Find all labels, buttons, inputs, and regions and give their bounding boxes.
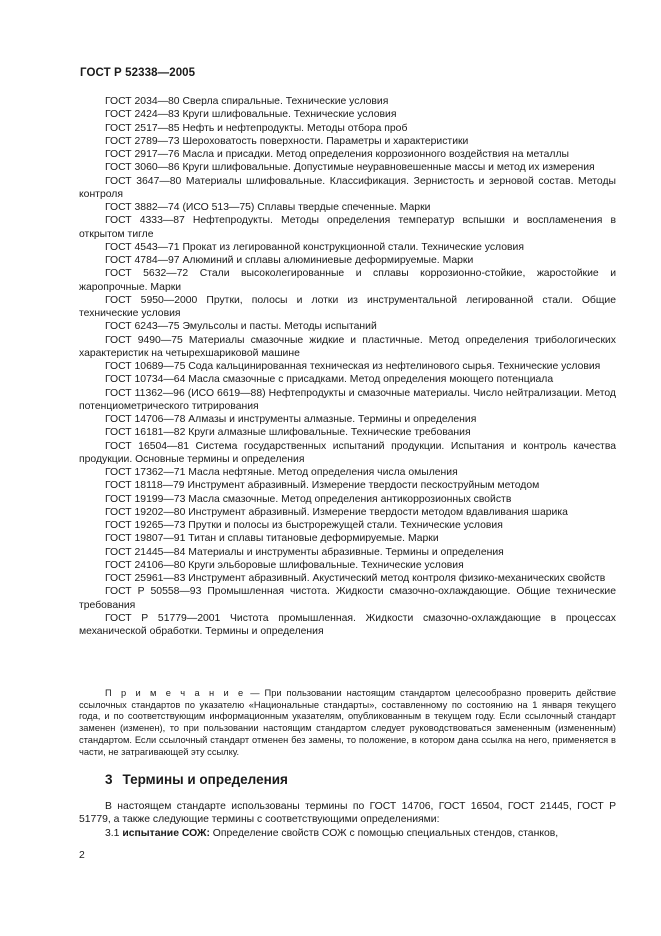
- reference-item: ГОСТ Р 51779—2001 Чистота промышленная. Жидкости смазочно-охлаждающие в процессах механической обработки. Термины и определения: [79, 612, 616, 637]
- term-definition: Определение свойств СОЖ с помощью специальных стендов, станков,: [209, 827, 559, 839]
- reference-item: ГОСТ 24106—80 Круги эльборовые шлифовальные. Технические условия: [105, 559, 464, 571]
- reference-item: ГОСТ 6243—75 Эмульсолы и пасты. Методы испытаний: [105, 321, 377, 333]
- reference-item: ГОСТ 2917—76 Масла и присадки. Метод определения коррозионного воздействия на металлы: [105, 149, 570, 160]
- reference-item: ГОСТ 3647—80 Материалы шлифовальные. Классификация. Зернистость и зерновой состав. Методы контроля: [79, 175, 616, 200]
- reference-item: ГОСТ 21445—84 Материалы и инструменты абразивные. Термины и определения: [105, 546, 504, 558]
- reference-item: ГОСТ 4333—87 Нефтепродукты. Методы определения температур вспышки и воспламенения в открытом тигле: [79, 215, 616, 240]
- section-heading: [105, 772, 288, 787]
- reference-item: ГОСТ 19202—80 Инструмент абразивный. Измерение твердости методом вдавливания шарика: [105, 506, 568, 518]
- reference-item: ГОСТ 18118—79 Инструмент абразивный. Измерение твердости пескоструйным методом: [105, 480, 540, 492]
- reference-item: ГОСТ 5950—2000 Прутки, полосы и лотки из инструментальной легированной стали. Общие технические условия: [79, 294, 616, 319]
- page-number: 2: [79, 850, 85, 861]
- reference-item: ГОСТ 25961—83 Инструмент абразивный. Акустический метод контроля физико-механических свойств: [105, 573, 606, 584]
- reference-item: ГОСТ 16181—82 Круги алмазные шлифовальные. Технические требования: [105, 427, 471, 439]
- intro-paragraph: В настоящем стандарте использованы термины по ГОСТ 14706, ГОСТ 16504, ГОСТ 21445, ГОСТ Р 51779, а также следующие термины с соответствующими определениями:: [79, 801, 616, 826]
- reference-item: ГОСТ 3882—74 (ИСО 513—75) Сплавы твердые спеченные. Марки: [105, 202, 431, 213]
- reference-item: ГОСТ 4543—71 Прокат из легированной конструкционной стали. Технические условия: [105, 241, 524, 253]
- section-number: 3: [105, 772, 113, 787]
- reference-item: ГОСТ 5632—72 Стали высоколегированные и сплавы коррозионно-стойкие, жаростойкие и жаропрочные. Марки: [79, 268, 616, 293]
- reference-item: ГОСТ 11362—96 (ИСО 6619—88) Нефтепродукты и смазочные материалы. Число нейтрализации. Метод потенциометрического титрирования: [79, 387, 616, 412]
- reference-item: ГОСТ 9490—75 Материалы смазочные жидкие и пластичные. Метод определения трибологических характеристик на четырехшариковой машине: [79, 334, 616, 359]
- reference-item: ГОСТ 10734—64 Масла смазочные с присадками. Метод определения моющего потенциала: [105, 374, 554, 386]
- reference-item: ГОСТ 2034—80 Сверла спиральные. Технические условия: [105, 96, 389, 107]
- term-3-1-paragraph: [79, 827, 616, 840]
- reference-item: ГОСТ 4784—97 Алюминий и сплавы алюминиевые деформируемые. Марки: [105, 255, 474, 266]
- reference-item: ГОСТ 19199—73 Масла смазочные. Метод определения антикоррозионных свойств: [105, 493, 512, 505]
- term-name: испытание СОЖ:: [122, 827, 210, 839]
- reference-item: ГОСТ 19807—91 Титан и сплавы титановые деформируемые. Марки: [105, 533, 439, 545]
- reference-item: ГОСТ 19265—73 Прутки и полосы из быстрорежущей стали. Технические условия: [105, 520, 503, 531]
- section-body: [79, 800, 616, 840]
- term-number: 3.1: [105, 827, 120, 839]
- note-text: — При пользовании настоящим стандартом целесообразно проверить действие ссылочных стандартов по указателю «Национальные стандарты», составленному по состоянию на 1 января текущего года, и по соответствующим информационным указателям, опубликованным в текущем году. Если ссылочный стандарт заменен (изменен), то при пользовании настоящим стандартом следует руководствоваться замененным (измененным) стандартом. Если ссылочный стандарт отменен без замены, то положение, в котором дана ссылка на него, применяется в части, не затрагивающей эту ссылку.: [79, 688, 616, 757]
- note-paragraph: [79, 688, 616, 758]
- reference-item: ГОСТ 3060—86 Круги шлифовальные. Допустимые неуравновешенные массы и метод их измерения: [105, 162, 595, 174]
- normative-references-list: [79, 95, 616, 638]
- reference-item: ГОСТ 2517—85 Нефть и нефтепродукты. Методы отбора проб: [105, 122, 408, 134]
- reference-item: ГОСТ 2789—73 Шероховатость поверхности. Параметры и характеристики: [105, 135, 469, 147]
- note-label: П р и м е ч а н и е: [105, 688, 246, 698]
- reference-item: ГОСТ Р 50558—93 Промышленная чистота. Жидкости смазочно-охлаждающие. Общие технические требования: [79, 586, 616, 611]
- reference-item: ГОСТ 2424—83 Круги шлифовальные. Технические условия: [105, 109, 397, 121]
- document-header: ГОСТ Р 52338—2005: [80, 67, 196, 79]
- section-title: Термины и определения: [122, 772, 288, 787]
- reference-item: ГОСТ 14706—78 Алмазы и инструменты алмазные. Термины и определения: [105, 414, 477, 425]
- reference-item: ГОСТ 10689—75 Сода кальцинированная техническая из нефтелинового сырья. Технические условия: [105, 361, 601, 372]
- reference-item: ГОСТ 17362—71 Масла нефтяные. Метод определения числа омыления: [105, 467, 458, 478]
- reference-item: ГОСТ 16504—81 Система государственных испытаний продукции. Испытания и контроль качества продукции. Основные термины и определения: [79, 440, 616, 465]
